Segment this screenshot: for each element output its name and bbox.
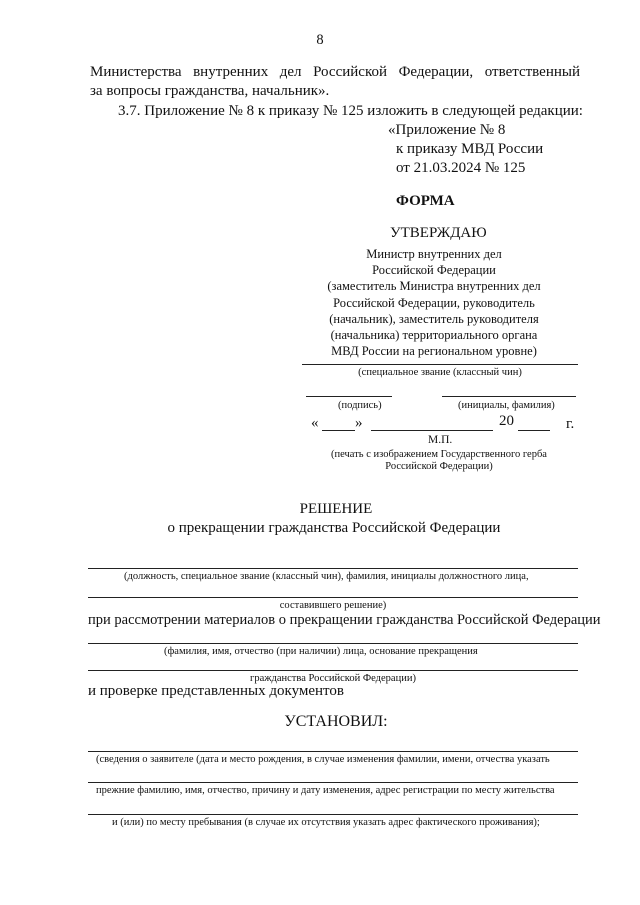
- caption-official-2: составившего решение): [279, 600, 387, 611]
- caption-person-2: гражданства Российской Федерации): [250, 673, 416, 684]
- rank-caption: (специальное звание (классный чин): [358, 367, 522, 378]
- intro-line-1: Министерства внутренних дел Российской Федерации, ответственный: [90, 64, 580, 80]
- stamp-caption-2: Российской Федерации): [385, 461, 493, 472]
- day-line: [322, 430, 355, 431]
- year-prefix: 20: [499, 413, 514, 429]
- decision-title: РЕШЕНИЕ: [299, 501, 373, 517]
- stamp-label: М.П.: [428, 434, 453, 446]
- form-title: ФОРМА: [396, 193, 455, 209]
- intro-point: 3.7. Приложение № 8 к приказу № 125 изложить в следующей редакции:: [118, 103, 583, 119]
- date-close-quote: »: [355, 415, 363, 431]
- applicant-line-2: [88, 782, 578, 783]
- checking-text: и проверке представленных документов: [88, 683, 344, 699]
- approve-line: (заместитель Министра внутренних дел: [327, 279, 541, 294]
- year-line: [518, 430, 550, 431]
- rank-line: [302, 364, 578, 365]
- approve-title: УТВЕРЖДАЮ: [390, 225, 487, 241]
- official-line-2: [88, 597, 578, 598]
- name-line: [442, 396, 576, 397]
- applicant-line-1: [88, 751, 578, 752]
- name-caption: (инициалы, фамилия): [458, 400, 555, 411]
- signature-line: [306, 396, 392, 397]
- applicant-line-3: [88, 814, 578, 815]
- considering-text: при рассмотрении материалов о прекращении гражданства Российской Федерации: [88, 612, 601, 628]
- approve-line: Российской Федерации, руководитель: [333, 295, 535, 310]
- appendix-line-1: «Приложение № 8: [388, 122, 506, 138]
- established-caption-3: и (или) по месту пребывания (в случае их отсутствия указать адрес фактического проживания);: [112, 817, 540, 828]
- appendix-line-2: к приказу МВД России: [396, 141, 544, 157]
- approve-line: МВД России на региональном уровне): [331, 344, 537, 359]
- approve-line: Министр внутренних дел: [366, 247, 502, 261]
- caption-official-1: (должность, специальное звание (классный чин), фамилия, инициалы должностного лица,: [124, 571, 529, 582]
- official-line: [88, 568, 578, 569]
- established-caption-1: (сведения о заявителе (дата и место рождения, в случае изменения фамилии, имени, отчества указать: [96, 754, 550, 765]
- approve-line: (начальник), заместитель руководителя: [329, 311, 539, 326]
- approve-authority: [296, 246, 572, 359]
- person-line-2: [88, 670, 578, 671]
- appendix-line-3: от 21.03.2024 № 125: [396, 160, 526, 176]
- caption-person-1: (фамилия, имя, отчество (при наличии) лица, основание прекращения: [164, 646, 478, 657]
- person-line: [88, 643, 578, 644]
- signature-caption: (подпись): [338, 400, 382, 411]
- established-caption-2: прежние фамилию, имя, отчество, причину и дату изменения, адрес регистрации по месту жительства: [96, 785, 555, 796]
- approve-line: Российской Федерации: [372, 263, 496, 278]
- stamp-caption-1: (печать с изображением Государственного герба: [331, 449, 547, 460]
- month-line: [371, 430, 493, 431]
- approve-line: (начальника) территориального органа: [330, 328, 538, 343]
- date-open-quote: «: [311, 415, 319, 431]
- intro-line-2: за вопросы гражданства, начальник».: [90, 83, 330, 99]
- established-title: УСТАНОВИЛ:: [284, 713, 388, 730]
- page-number: 8: [316, 32, 324, 48]
- year-suffix: г.: [566, 416, 575, 432]
- decision-subtitle: о прекращении гражданства Российской Федерации: [167, 520, 501, 536]
